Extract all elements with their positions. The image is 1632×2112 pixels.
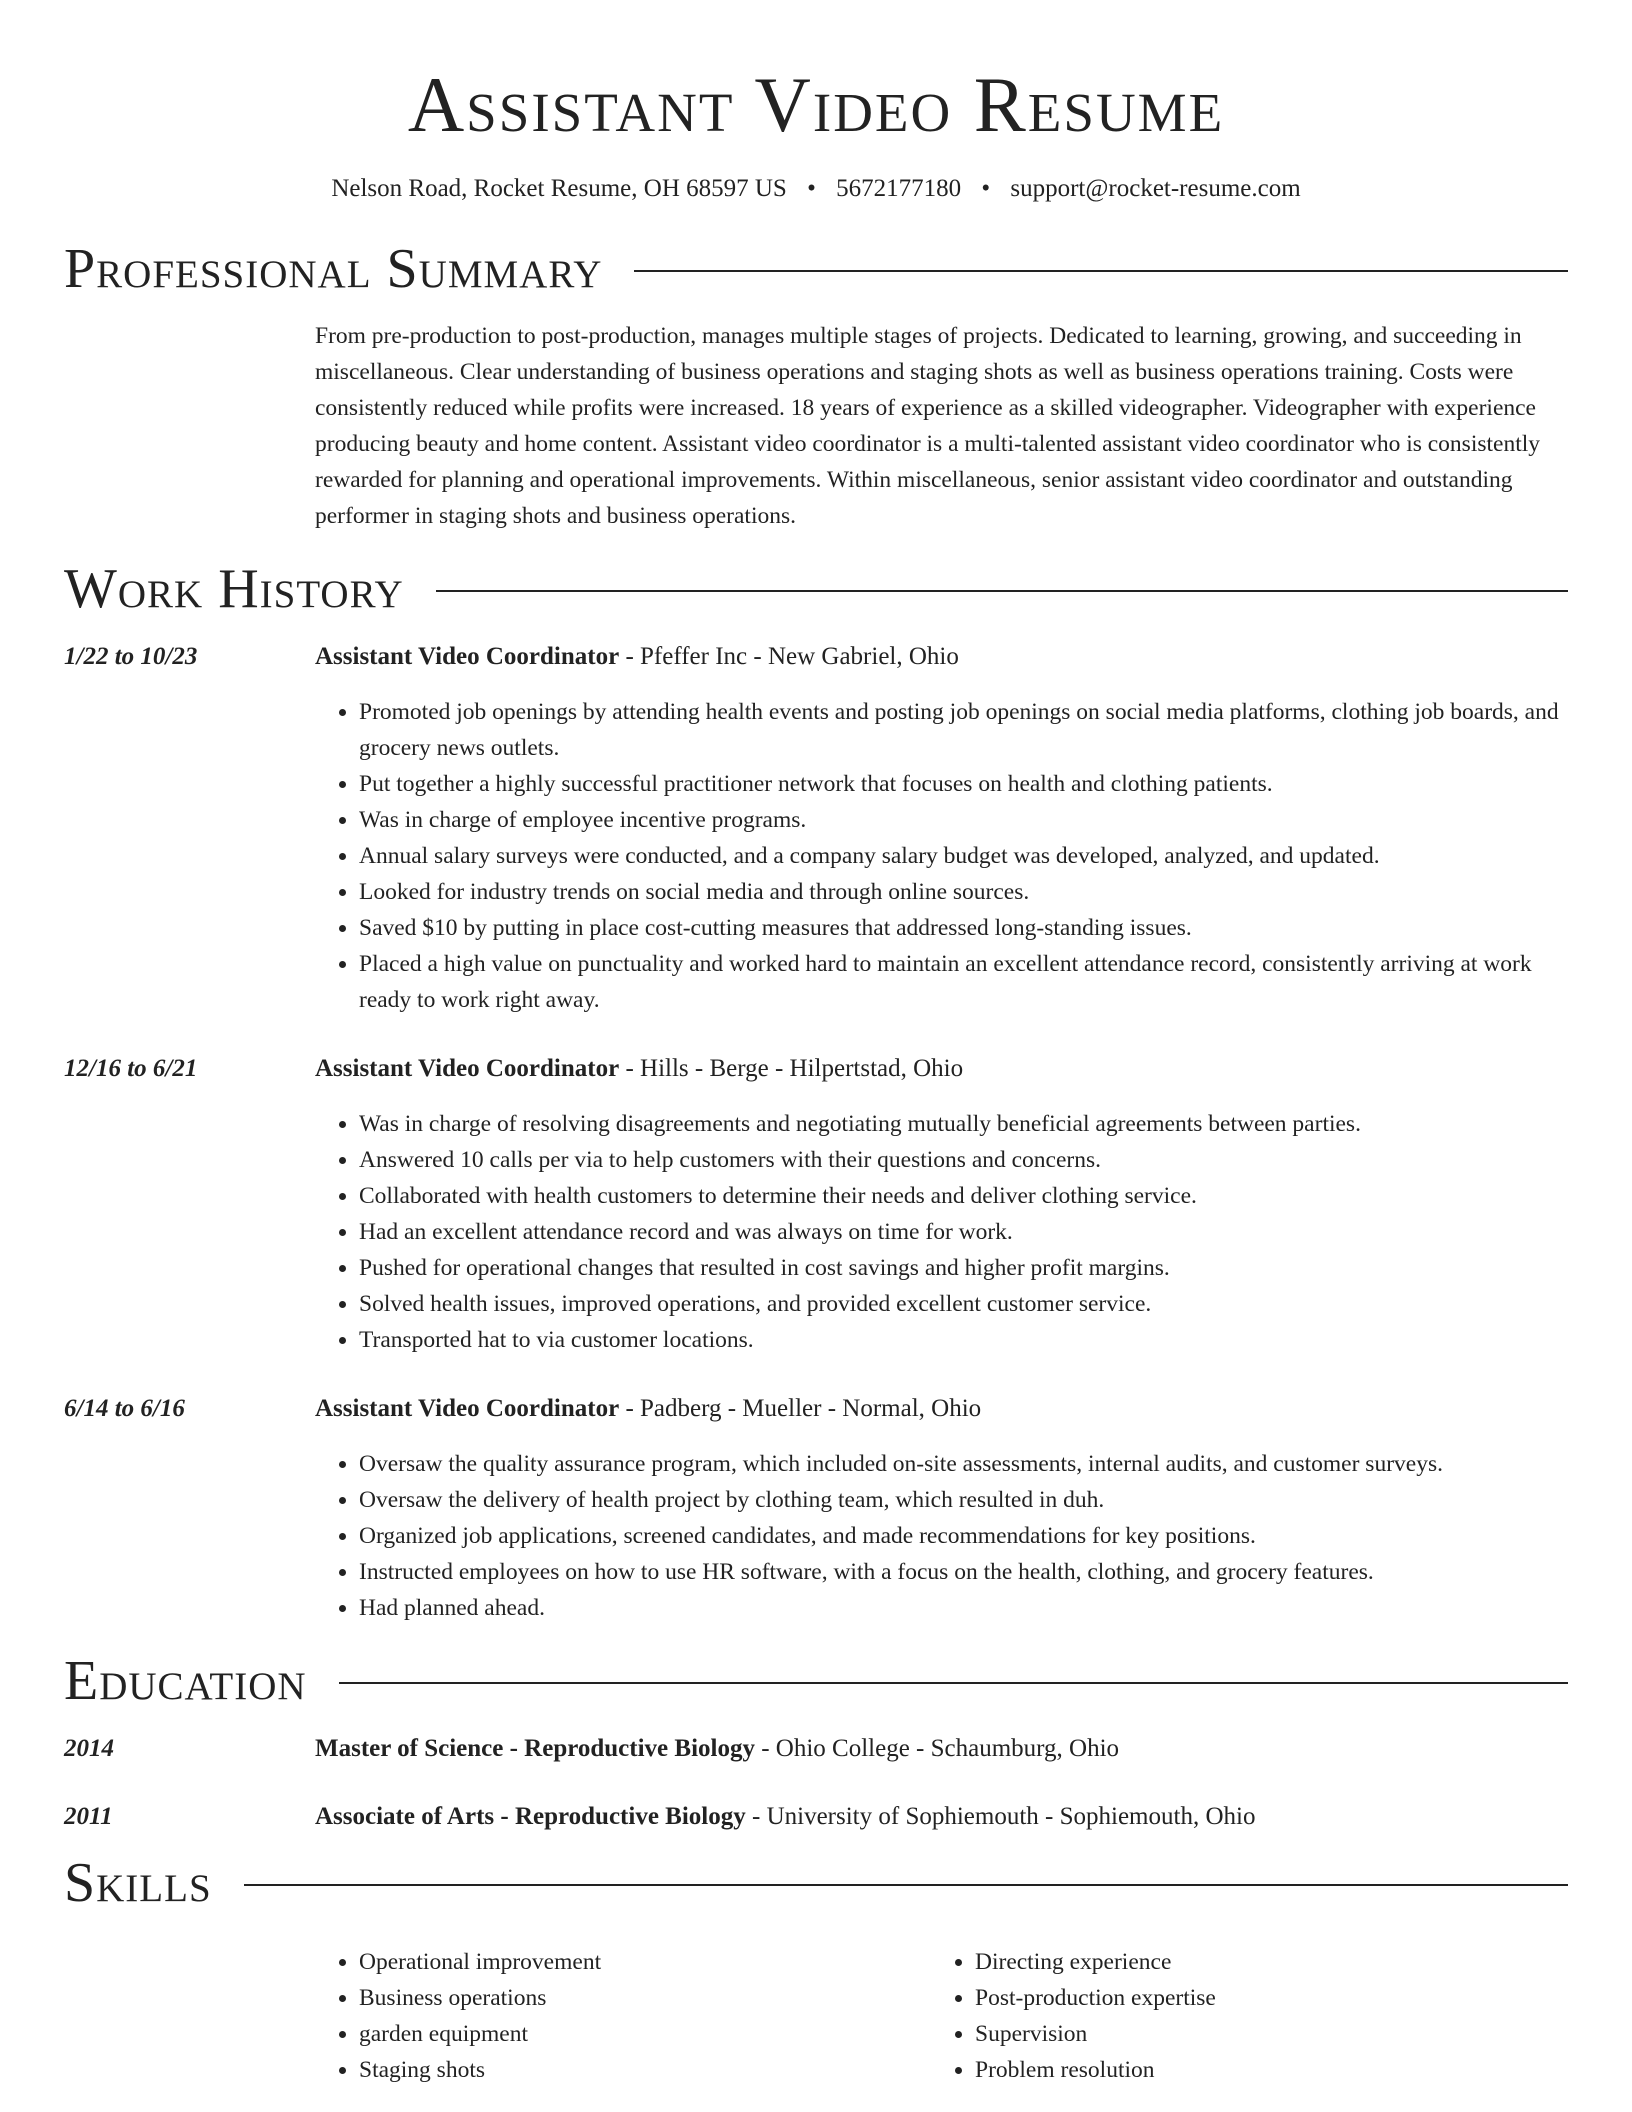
education-heading-line — [315, 1732, 1568, 1766]
job-content — [315, 1052, 1568, 1358]
job-title: Assistant Video Coordinator — [315, 1395, 620, 1422]
contact-address: Nelson Road, Rocket Resume, OH 68597 US — [331, 175, 787, 202]
job-entry — [64, 1392, 1568, 1626]
education-section-header — [64, 1648, 1568, 1714]
job-employer: - Padberg - Mueller - Normal, Ohio — [619, 1395, 982, 1422]
education-heading-line — [315, 1800, 1568, 1834]
job-employer: - Pfeffer Inc - New Gabriel, Ohio — [619, 643, 959, 670]
work-section-header — [64, 556, 1568, 622]
job-bullet: • Transported hat to via customer locations. — [359, 1322, 1568, 1358]
job-bullets — [315, 694, 1568, 1018]
job-title: Assistant Video Coordinator — [315, 643, 620, 670]
skill-item: • Directing experience — [975, 1944, 1547, 1980]
summary-section-header — [64, 236, 1568, 302]
education-list — [64, 1732, 1568, 1834]
skill-item: • garden equipment — [359, 2016, 931, 2052]
job-dates: 12/16 to 6/21 — [64, 1055, 198, 1082]
job-bullet: • Was in charge of employee incentive programs. — [359, 802, 1568, 838]
education-heading: Education — [64, 1650, 307, 1712]
job-bullet: • Solved health issues, improved operations, and provided excellent customer service. — [359, 1286, 1568, 1322]
skill-item: • Post-production expertise — [975, 1980, 1547, 2016]
job-bullets — [315, 1106, 1568, 1358]
education-year: 2014 — [64, 1735, 114, 1762]
skills-section-header — [64, 1850, 1568, 1916]
job-bullet: • Oversaw the quality assurance program, which included on-site assessments, internal audits, and customer surveys. — [359, 1446, 1568, 1482]
skills-grid — [315, 1944, 1568, 2088]
skill-item: • Staging shots — [359, 2052, 931, 2088]
work-heading: Work History — [64, 558, 404, 620]
skills-column-left — [315, 1944, 931, 2088]
job-bullet: • Placed a high value on punctuality and worked hard to maintain an excellent attendance record, consistently arriving at work ready to work right away. — [359, 946, 1568, 1018]
education-year: 2011 — [64, 1803, 113, 1830]
job-bullet: • Had planned ahead. — [359, 1590, 1568, 1626]
resume-page — [64, 0, 1568, 2088]
job-heading — [315, 1052, 1568, 1086]
job-content — [315, 1392, 1568, 1626]
education-entry — [64, 1800, 1568, 1834]
job-heading — [315, 640, 1568, 674]
job-bullet: • Oversaw the delivery of health project by clothing team, which resulted in duh. — [359, 1482, 1568, 1518]
job-bullet: • Collaborated with health customers to determine their needs and deliver clothing service. — [359, 1178, 1568, 1214]
resume-title: Assistant Video Resume — [407, 61, 1225, 148]
skill-item: • Business operations — [359, 1980, 931, 2016]
contact-email: support@rocket-resume.com — [1010, 175, 1301, 202]
job-title: Assistant Video Coordinator — [315, 1055, 620, 1082]
contact-line — [64, 172, 1568, 206]
job-bullet: • Was in charge of resolving disagreements and negotiating mutually beneficial agreements between parties. — [359, 1106, 1568, 1142]
job-bullet: • Looked for industry trends on social media and through online sources. — [359, 874, 1568, 910]
job-bullet: • Put together a highly successful practitioner network that focuses on health and clothing patients. — [359, 766, 1568, 802]
job-dates: 6/14 to 6/16 — [64, 1395, 185, 1422]
job-bullet: • Saved $10 by putting in place cost-cutting measures that addressed long-standing issues. — [359, 910, 1568, 946]
education-school: - Ohio College - Schaumburg, Ohio — [754, 1735, 1120, 1762]
job-bullet: • Pushed for operational changes that resulted in cost savings and higher profit margins. — [359, 1250, 1568, 1286]
contact-separator: • — [807, 175, 816, 202]
section-divider — [244, 1884, 1568, 1886]
job-entry — [64, 1052, 1568, 1358]
job-dates: 1/22 to 10/23 — [64, 643, 198, 670]
education-entry — [64, 1732, 1568, 1766]
job-heading — [315, 1392, 1568, 1426]
job-employer: - Hills - Berge - Hilpertstad, Ohio — [619, 1055, 964, 1082]
contact-phone: 5672177180 — [836, 175, 962, 202]
job-bullets — [315, 1446, 1568, 1626]
job-bullet: • Instructed employees on how to use HR software, with a focus on the health, clothing, and grocery features. — [359, 1554, 1568, 1590]
skill-item: • Problem resolution — [975, 2052, 1547, 2088]
skill-item: • Supervision — [975, 2016, 1547, 2052]
skills-heading: Skills — [64, 1852, 212, 1914]
section-divider — [634, 270, 1568, 272]
job-entry — [64, 640, 1568, 1018]
job-bullet: • Annual salary surveys were conducted, and a company salary budget was developed, analyzed, and updated. — [359, 838, 1568, 874]
skill-item: • Operational improvement — [359, 1944, 931, 1980]
education-school: - University of Sophiemouth - Sophiemouth, Ohio — [745, 1803, 1256, 1830]
education-degree: Associate of Arts - Reproductive Biology — [315, 1803, 746, 1830]
section-divider — [436, 590, 1568, 592]
job-bullet: • Promoted job openings by attending health events and posting job openings on social media platforms, clothing job boards, and grocery news outlets. — [359, 694, 1568, 766]
job-bullet: • Organized job applications, screened candidates, and made recommendations for key positions. — [359, 1518, 1568, 1554]
summary-heading: Professional Summary — [64, 238, 603, 300]
work-history-list — [64, 640, 1568, 1626]
education-degree: Master of Science - Reproductive Biology — [315, 1735, 755, 1762]
job-bullet: • Had an excellent attendance record and was always on time for work. — [359, 1214, 1568, 1250]
job-content — [315, 640, 1568, 1018]
job-bullet: • Answered 10 calls per via to help customers with their questions and concerns. — [359, 1142, 1568, 1178]
section-divider — [339, 1682, 1568, 1684]
summary-text: From pre-production to post-production, manages multiple stages of projects. Dedicated to learning, growing, and succeeding in miscellaneous. Clear understanding of business operations and staging shots as well as business operations training. Costs were consistently reduced while profits were increased. 18 years of experience as a skilled videographer. Videographer with experience producing beauty and home content. Assistant video coordinator is a multi-talented assistant video coordinator who is consistently rewarded for planning and operational improvements. Within miscellaneous, senior assistant video coordinator and outstanding performer in staging shots and business operations. — [315, 323, 1541, 529]
contact-separator: • — [981, 175, 991, 202]
skills-column-right — [931, 1944, 1547, 2088]
